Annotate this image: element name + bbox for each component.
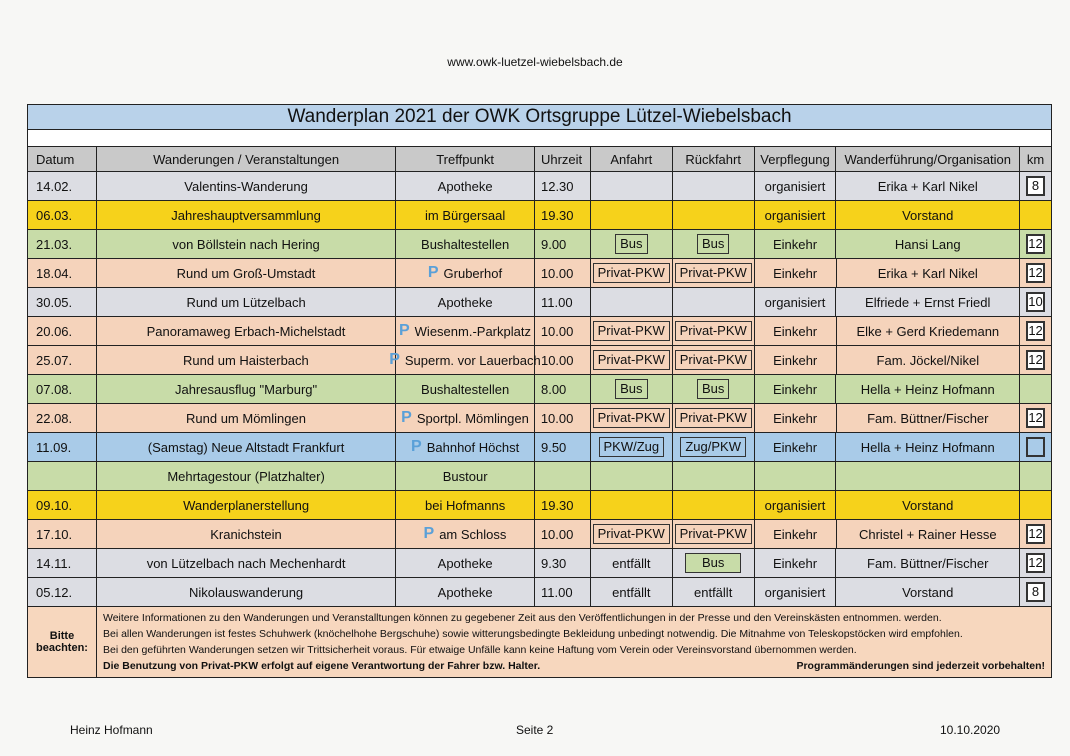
notes-body — [97, 607, 1051, 677]
table-row — [28, 317, 1051, 346]
parking-icon: P — [427, 264, 439, 281]
cell-organisation: Elke + Gerd Kriedemann — [837, 317, 1021, 345]
cell-time: 10.00 — [535, 317, 591, 345]
cell-date: 14.02. — [28, 172, 97, 200]
cell-arrival — [591, 520, 673, 548]
transport-value: Privat-PKW — [593, 263, 670, 283]
cell-meeting-point — [396, 317, 535, 345]
cell-event: Nikolauswanderung — [97, 578, 396, 606]
cell-meeting-point — [396, 201, 535, 229]
table-row — [28, 201, 1051, 230]
header-event: Wanderungen / Veranstaltungen — [97, 147, 396, 171]
table-row — [28, 172, 1051, 201]
header-return: Rückfahrt — [673, 147, 755, 171]
km-value: 12 — [1026, 553, 1045, 573]
transport-value: entfällt — [612, 555, 651, 571]
cell-km — [1020, 230, 1051, 258]
parking-icon: P — [411, 438, 422, 455]
footer-date: 10.10.2020 — [940, 723, 1001, 737]
km-value: 12 — [1026, 350, 1045, 370]
cell-return — [673, 172, 755, 200]
transport-value: Zug/PKW — [680, 437, 746, 457]
note-line-4-right: Programmänderungen sind jederzeit vorbehalten! — [796, 660, 1045, 672]
cell-event: Rund um Haisterbach — [97, 346, 396, 374]
cell-arrival — [591, 578, 673, 606]
cell-time: 9.50 — [535, 433, 591, 461]
cell-meeting-point — [396, 404, 535, 432]
cell-organisation: Vorstand — [836, 491, 1020, 519]
table-row — [28, 578, 1051, 607]
cell-catering: Einkehr — [755, 230, 837, 258]
meeting-point-text: Apotheke — [437, 584, 493, 600]
km-value: 12 — [1026, 263, 1045, 283]
cell-date: 25.07. — [28, 346, 97, 374]
cell-time: 19.30 — [535, 491, 591, 519]
table-row — [28, 230, 1051, 259]
meeting-point-text: Apotheke — [437, 555, 493, 571]
parking-icon: P — [398, 322, 410, 339]
cell-arrival — [591, 172, 673, 200]
cell-arrival — [591, 230, 673, 258]
transport-value: Privat-PKW — [675, 408, 752, 428]
cell-km — [1020, 201, 1051, 229]
cell-time: 9.30 — [535, 549, 591, 577]
table-row — [28, 288, 1051, 317]
cell-event: Panoramaweg Erbach-Michelstadt — [97, 317, 396, 345]
cell-date: 09.10. — [28, 491, 97, 519]
table-row — [28, 491, 1051, 520]
cell-date: 18.04. — [28, 259, 97, 287]
cell-event: (Samstag) Neue Altstadt Frankfurt — [97, 433, 396, 461]
header-datum: Datum — [28, 147, 97, 171]
note-line-1: Weitere Informationen zu den Wanderungen und Veranstalltungen können zu gegebener Zeit aus den Veröffentlichungen in der Presse und den Vereinskästen entnommen. werden. — [103, 612, 942, 624]
meeting-point-text: Wiesenm.-Parkplatz — [414, 323, 531, 339]
cell-return — [673, 230, 755, 258]
cell-km — [1020, 288, 1051, 316]
cell-organisation: Fam. Büttner/Fischer — [836, 549, 1020, 577]
meeting-point-text: Apotheke — [437, 294, 493, 310]
cell-organisation: Vorstand — [836, 201, 1020, 229]
transport-value: Privat-PKW — [593, 321, 670, 341]
cell-meeting-point — [396, 520, 535, 548]
meeting-point-text: bei Hofmanns — [425, 497, 506, 513]
cell-event: Rund um Mömlingen — [97, 404, 396, 432]
cell-km — [1020, 578, 1051, 606]
cell-organisation: Elfriede + Ernst Friedl — [836, 288, 1020, 316]
cell-date: 21.03. — [28, 230, 97, 258]
transport-value: Privat-PKW — [675, 350, 752, 370]
note-line-2: Bei allen Wanderungen ist festes Schuhwerk (knöchelhohe Bergschuhe) sowie witterungsbedingte Bekleidung unbedingt notwendig. Die Mitnahme von Teleskopstöcken wird empfohlen. — [103, 628, 963, 640]
cell-catering: Einkehr — [755, 404, 837, 432]
km-value: 12 — [1026, 524, 1045, 544]
cell-arrival — [591, 346, 673, 374]
cell-meeting-point — [396, 288, 535, 316]
table-row — [28, 520, 1051, 549]
cell-km — [1020, 433, 1051, 461]
cell-arrival — [591, 462, 673, 490]
km-value: 8 — [1026, 582, 1045, 602]
cell-catering: organisiert — [755, 172, 837, 200]
transport-value: Privat-PKW — [593, 524, 670, 544]
cell-organisation: Erika + Karl Nikel — [836, 172, 1020, 200]
header-km: km — [1026, 151, 1045, 167]
cell-return — [673, 259, 755, 287]
cell-km — [1020, 375, 1051, 403]
cell-organisation: Vorstand — [836, 578, 1020, 606]
cell-catering: Einkehr — [755, 433, 837, 461]
cell-date: 22.08. — [28, 404, 97, 432]
table-row — [28, 433, 1051, 462]
hiking-plan-table — [27, 104, 1052, 678]
parking-icon: P — [389, 351, 400, 368]
transport-value: entfällt — [612, 584, 651, 600]
cell-meeting-point — [389, 346, 541, 374]
transport-value: Privat-PKW — [675, 263, 752, 283]
cell-arrival — [591, 404, 673, 432]
cell-km — [1020, 520, 1051, 548]
transport-value: Privat-PKW — [675, 321, 752, 341]
cell-organisation: Hansi Lang — [836, 230, 1020, 258]
km-value: 12 — [1026, 321, 1045, 341]
cell-organisation: Hella + Heinz Hofmann — [836, 375, 1020, 403]
note-line-3: Bei den geführten Wanderungen setzen wir Trittsicherheit voraus. Für etwaige Unfälle kann keine Haftung vom Verein oder Vereinsvorstand übernommen werden. — [103, 644, 857, 656]
km-value: 12 — [1026, 408, 1045, 428]
cell-time: 19.30 — [535, 201, 591, 229]
notes-label-line1: Bitte — [49, 630, 75, 642]
meeting-point-text: Superm. vor Lauerbach — [404, 352, 541, 368]
cell-meeting-point — [396, 462, 535, 490]
cell-catering: Einkehr — [755, 375, 837, 403]
meeting-point-text: Sportpl. Mömlingen — [416, 410, 529, 426]
cell-organisation: Christel + Rainer Hesse — [837, 520, 1021, 548]
cell-time: 10.00 — [535, 259, 591, 287]
cell-catering: Einkehr — [755, 520, 837, 548]
cell-event: Jahresausflug "Marburg" — [97, 375, 396, 403]
cell-meeting-point — [396, 491, 535, 519]
cell-event: Rund um Lützelbach — [97, 288, 396, 316]
cell-km — [1020, 404, 1051, 432]
cell-arrival — [591, 317, 673, 345]
cell-return — [673, 375, 755, 403]
parking-icon: P — [423, 525, 435, 542]
cell-time: 9.00 — [535, 230, 591, 258]
cell-date: 06.03. — [28, 201, 97, 229]
meeting-point-text: Bushaltestellen — [421, 381, 510, 397]
header-organisation: Wanderführung/Organisation — [836, 147, 1020, 171]
footer-page: Seite 2 — [516, 723, 554, 737]
cell-km — [1020, 346, 1051, 374]
transport-value: Bus — [685, 553, 741, 573]
cell-catering: Einkehr — [755, 346, 837, 374]
footer-author: Heinz Hofmann — [70, 723, 153, 737]
cell-return — [673, 288, 755, 316]
cell-time: 12.30 — [535, 172, 591, 200]
table-body — [28, 172, 1051, 607]
meeting-point-text: Apotheke — [437, 178, 493, 194]
cell-catering — [755, 462, 837, 490]
cell-catering: organisiert — [755, 578, 837, 606]
header-arrival: Anfahrt — [591, 147, 673, 171]
cell-date: 11.09. — [28, 433, 97, 461]
cell-arrival — [591, 491, 673, 519]
cell-return — [673, 404, 755, 432]
cell-return — [673, 317, 755, 345]
cell-organisation: Hella + Heinz Hofmann — [836, 433, 1020, 461]
cell-km — [1020, 491, 1051, 519]
cell-event: Kranichstein — [97, 520, 396, 548]
km-empty-box — [1026, 437, 1045, 457]
transport-value: entfällt — [694, 584, 733, 600]
notes-label-line2: beachten: — [36, 642, 88, 654]
cell-arrival — [591, 433, 673, 461]
cell-arrival — [591, 549, 673, 577]
transport-value: Privat-PKW — [593, 350, 670, 370]
website-url: www.owk-luetzel-wiebelsbach.de — [447, 55, 623, 69]
notes-label — [28, 607, 97, 677]
cell-km — [1020, 259, 1051, 287]
cell-event: Rund um Groß-Umstadt — [97, 259, 396, 287]
cell-date: 14.11. — [28, 549, 97, 577]
cell-km — [1020, 549, 1051, 577]
cell-event: Jahreshauptversammlung — [97, 201, 396, 229]
cell-catering: organisiert — [755, 288, 837, 316]
km-value: 8 — [1026, 176, 1045, 196]
km-value: 10 — [1026, 292, 1045, 312]
cell-event: von Lützelbach nach Mechenhardt — [97, 549, 396, 577]
cell-return — [673, 346, 755, 374]
transport-value: Bus — [697, 234, 729, 254]
cell-catering: organisiert — [755, 201, 837, 229]
cell-event: Valentins-Wanderung — [97, 172, 396, 200]
cell-meeting-point — [396, 549, 535, 577]
spacer-row — [28, 130, 1051, 147]
meeting-point-text: am Schloss — [439, 526, 507, 542]
cell-meeting-point — [396, 375, 535, 403]
cell-km — [1020, 172, 1051, 200]
meeting-point-text: Bahnhof Höchst — [426, 439, 520, 455]
note-line-4-left: Die Benutzung von Privat-PKW erfolgt auf eigene Verantwortung der Fahrer bzw. Halter. — [103, 660, 541, 672]
cell-event: Wanderplanerstellung — [97, 491, 396, 519]
cell-return — [673, 578, 755, 606]
header-catering: Verpflegung — [755, 147, 837, 171]
transport-value: PKW/Zug — [599, 437, 665, 457]
table-row — [28, 404, 1051, 433]
cell-catering: Einkehr — [755, 259, 837, 287]
transport-value: Privat-PKW — [593, 408, 670, 428]
cell-return — [673, 462, 755, 490]
cell-km — [1020, 462, 1051, 490]
cell-time: 10.00 — [535, 346, 591, 374]
cell-arrival — [591, 201, 673, 229]
table-row — [28, 259, 1051, 288]
cell-meeting-point — [396, 172, 535, 200]
cell-meeting-point — [396, 230, 535, 258]
cell-organisation: Fam. Jöckel/Nikel — [837, 346, 1020, 374]
cell-time: 10.00 — [535, 404, 591, 432]
cell-arrival — [591, 259, 673, 287]
cell-time: 11.00 — [535, 578, 591, 606]
cell-meeting-point — [396, 259, 535, 287]
cell-time: 8.00 — [535, 375, 591, 403]
cell-return — [673, 520, 755, 548]
cell-time — [535, 462, 591, 490]
table-row — [28, 375, 1051, 404]
transport-value: Bus — [615, 379, 647, 399]
meeting-point-text: Gruberhof — [443, 265, 503, 281]
cell-date — [28, 462, 97, 490]
header-time: Uhrzeit — [535, 147, 591, 171]
cell-meeting-point — [396, 433, 535, 461]
cell-organisation: Fam. Büttner/Fischer — [837, 404, 1021, 432]
cell-date: 30.05. — [28, 288, 97, 316]
meeting-point-text: Bushaltestellen — [421, 236, 510, 252]
table-row — [28, 346, 1051, 375]
cell-meeting-point — [396, 578, 535, 606]
cell-arrival — [591, 288, 673, 316]
cell-date: 20.06. — [28, 317, 97, 345]
parking-icon: P — [401, 409, 412, 426]
note-line-4 — [103, 658, 1045, 674]
cell-time: 10.00 — [535, 520, 591, 548]
cell-date: 07.08. — [28, 375, 97, 403]
cell-organisation: Erika + Karl Nikel — [837, 259, 1021, 287]
cell-catering: organisiert — [755, 491, 837, 519]
cell-catering: Einkehr — [755, 549, 837, 577]
meeting-point-text: Bustour — [442, 468, 488, 484]
table-row — [28, 462, 1051, 491]
notes-section — [28, 607, 1051, 677]
cell-return — [673, 549, 755, 577]
cell-return — [673, 433, 755, 461]
meeting-point-text: im Bürgersaal — [425, 207, 506, 223]
transport-value: Privat-PKW — [675, 524, 752, 544]
km-value: 12 — [1026, 234, 1045, 254]
header-meeting-point: Treffpunkt — [396, 147, 535, 171]
table-title: Wanderplan 2021 der OWK Ortsgruppe Lützel-Wiebelsbach — [28, 105, 1051, 130]
cell-organisation — [836, 462, 1020, 490]
cell-time: 11.00 — [535, 288, 591, 316]
header-row — [28, 147, 1051, 172]
cell-catering: Einkehr — [755, 317, 837, 345]
transport-value: Bus — [697, 379, 729, 399]
cell-return — [673, 491, 755, 519]
transport-value: Bus — [615, 234, 647, 254]
cell-event: Mehrtagestour (Platzhalter) — [97, 462, 396, 490]
cell-return — [673, 201, 755, 229]
table-row — [28, 549, 1051, 578]
cell-arrival — [591, 375, 673, 403]
cell-date: 05.12. — [28, 578, 97, 606]
cell-date: 17.10. — [28, 520, 97, 548]
cell-event: von Böllstein nach Hering — [97, 230, 396, 258]
cell-km — [1020, 317, 1051, 345]
